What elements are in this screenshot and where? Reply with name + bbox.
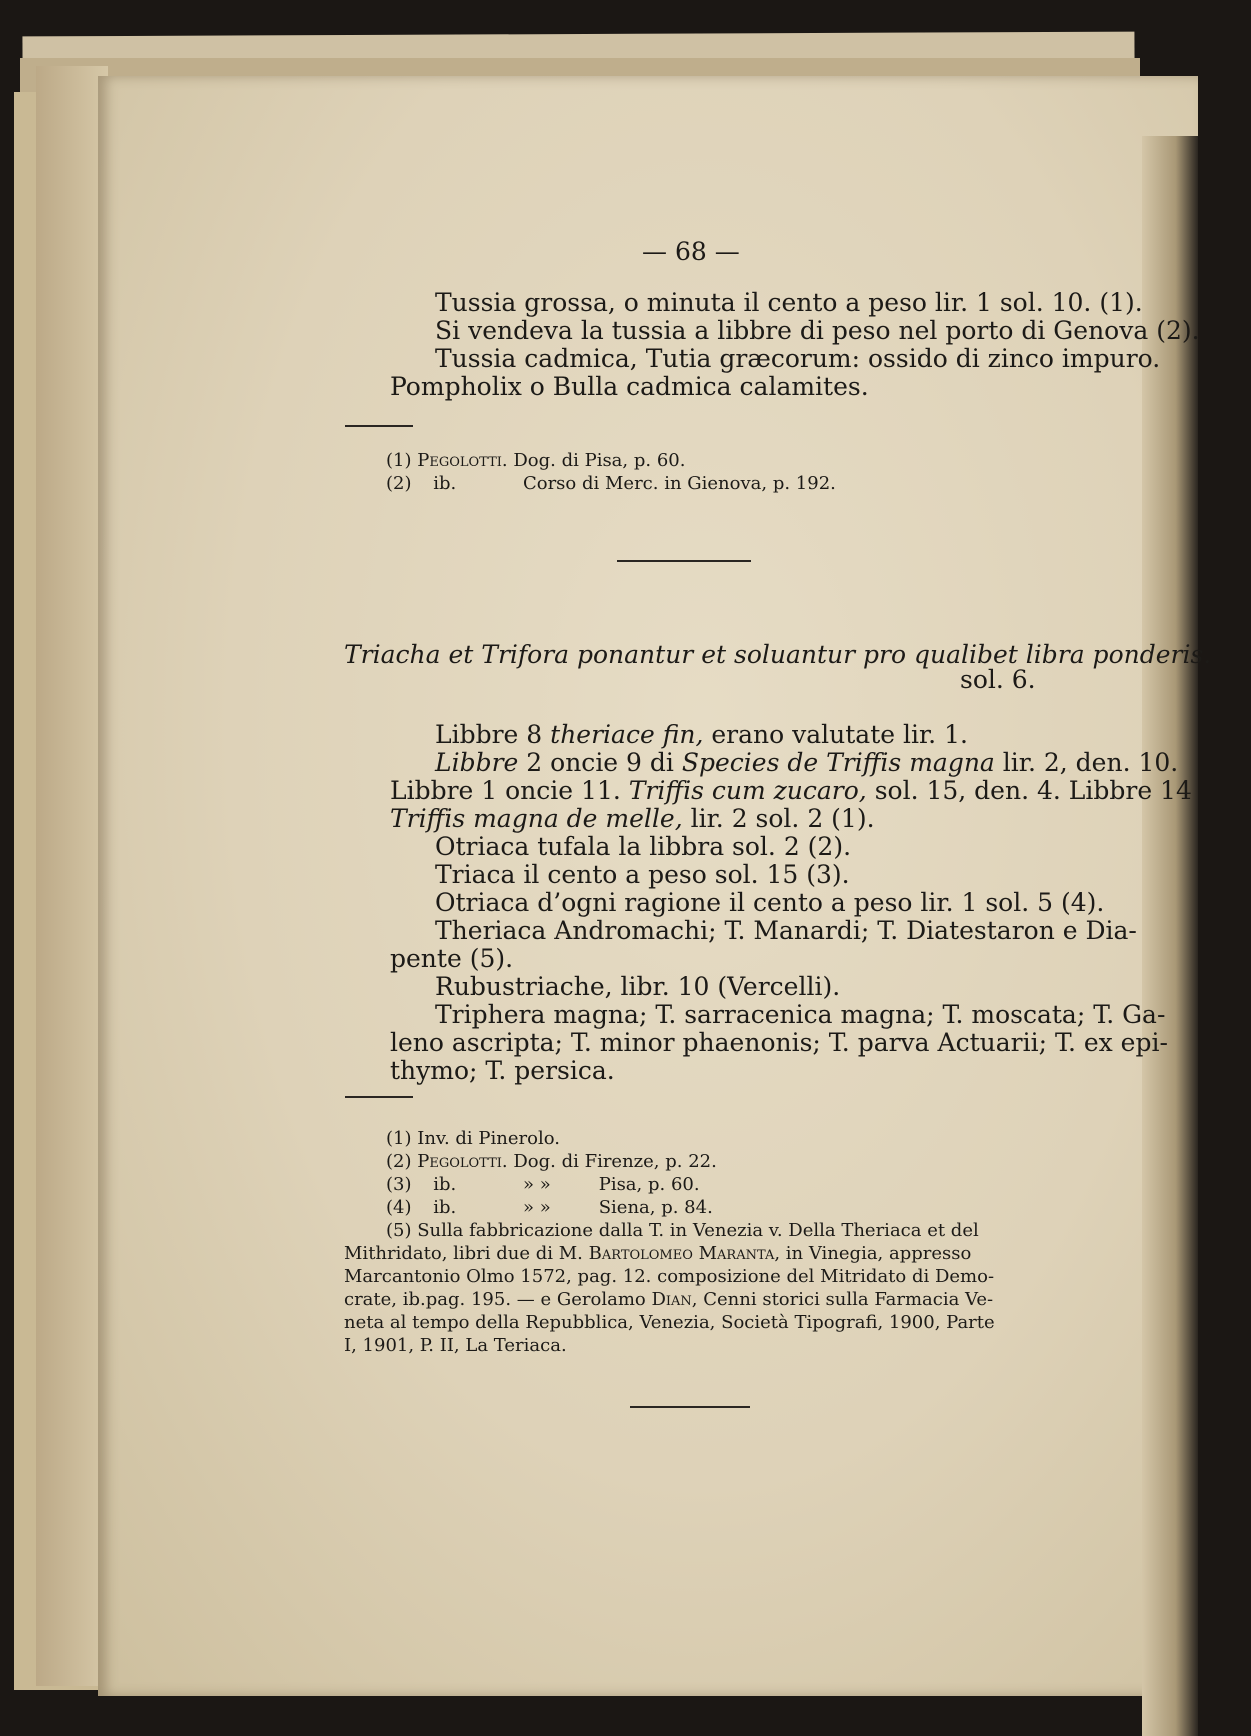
body-line: Si vendeva la tussia a libbre di peso nel porto di Genova (2). [435,316,1200,345]
body-line: Libbre 1 oncie 11. Triffis cum zucaro, sol. 15, den. 4. Libbre 14 [390,776,1192,805]
section-heading-value: sol. 6. [960,665,1036,694]
body-line: Tussia cadmica, Tutia græcorum: ossido di zinco impuro. [435,344,1161,373]
footnote-separator [345,1096,413,1098]
footnote-author: Pegolotti. [417,450,508,471]
section-heading: Triacha et Trifora ponantur et soluantur pro qualibet libra ponderis. [344,640,1212,669]
body-line: Tussia grossa, o minuta il cento a peso lir. 1 sol. 10. (1). [435,288,1143,317]
body-line: leno ascripta; T. minor phaenonis; T. parva Actuarii; T. ex epi- [390,1028,1168,1057]
body-line: Libbre 8 theriace fin, erano valutate lir. 1. [435,720,968,749]
footnote: (1) Inv. di Pinerolo. [386,1128,560,1149]
body-line: Triffis magna de melle, lir. 2 sol. 2 (1). [390,804,875,833]
body-line: Libbre 2 oncie 9 di Species de Triffis magna lir. 2, den. 10. [435,748,1179,777]
body-line: Triphera magna; T. sarracenica magna; T. moscata; T. Ga- [435,1000,1166,1029]
footnote-continuation: Marcantonio Olmo 1572, pag. 12. composizione del Mitridato di Demo- [344,1266,995,1287]
page-number: — 68 — [642,237,740,266]
body-line: Triaca il cento a peso sol. 15 (3). [435,860,850,889]
footnote-continuation: I, 1901, P. II, La Teriaca. [344,1335,567,1356]
footnote-continuation: crate, ib.pag. 195. — e Gerolamo Dian, Cenni storici sulla Farmacia Ve- [344,1289,994,1310]
footnote-continuation: Mithridato, libri due di M. Bartolomeo Maranta, in Vinegia, appresso [344,1243,972,1264]
body-line: Pompholix o Bulla cadmica calamites. [390,372,869,401]
body-line: Otriaca d’ogni ragione il cento a peso lir. 1 sol. 5 (4). [435,888,1105,917]
footnote: (3) ib. » » Pisa, p. 60. [386,1174,700,1195]
book-spine-shadow [1142,136,1198,1736]
footnote: (5) Sulla fabbricazione dalla T. in Venezia v. Della Theriaca et del [386,1220,979,1241]
footnote-separator [345,425,413,427]
footnote-continuation: neta al tempo della Repubblica, Venezia, Società Tipografi, 1900, Parte [344,1312,995,1333]
footnote: (4) ib. » » Siena, p. 84. [386,1197,713,1218]
footnote: (2) Pegolotti. Dog. di Firenze, p. 22. [386,1151,717,1172]
footnote: (2) ib. Corso di Merc. in Gienova, p. 192. [386,473,836,494]
body-line: Rubustriache, libr. 10 (Vercelli). [435,972,841,1001]
section-separator [617,560,751,562]
footnote: (1) Pegolotti. Dog. di Pisa, p. 60. [386,450,686,471]
body-line: thymo; T. persica. [390,1056,615,1085]
body-line: Otriaca tufala la libbra sol. 2 (2). [435,832,852,861]
body-line: Theriaca Andromachi; T. Manardi; T. Diatestaron e Dia- [435,916,1137,945]
section-separator [630,1406,750,1408]
body-line: pente (5). [390,944,514,973]
